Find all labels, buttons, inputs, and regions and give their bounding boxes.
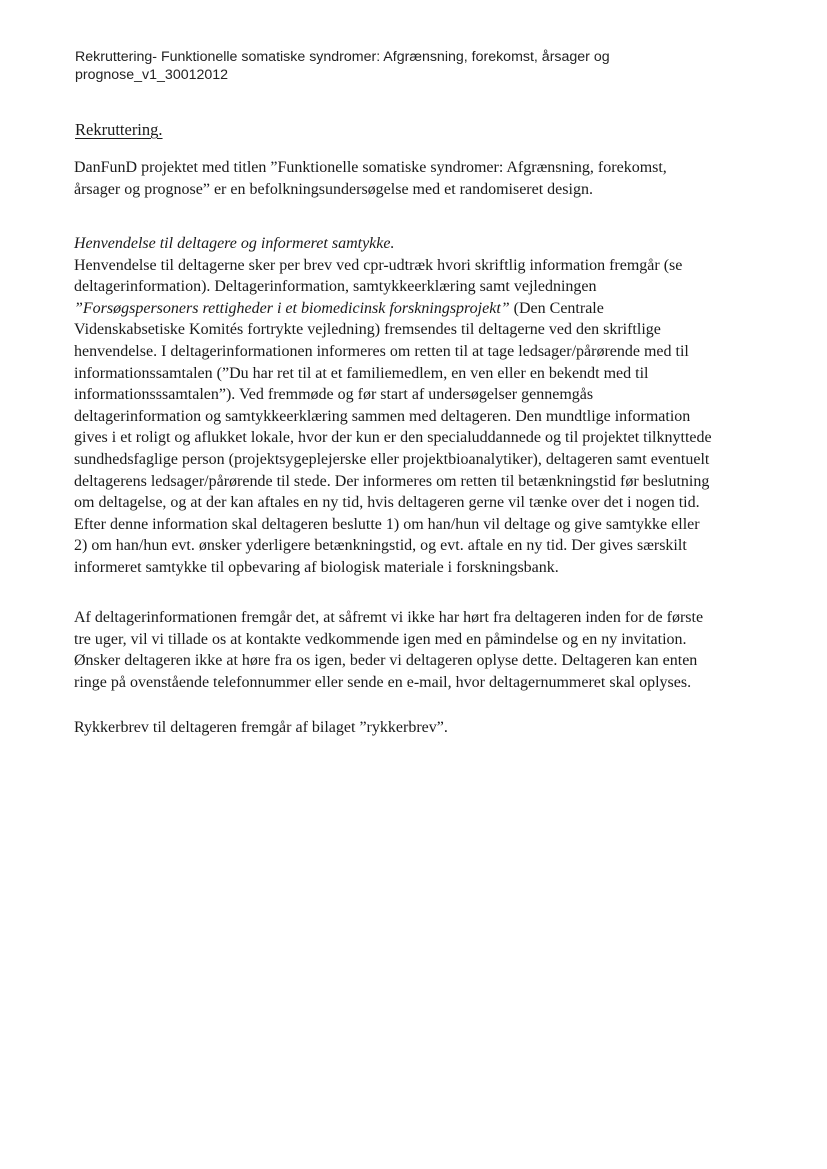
reminder-line-4: ringe på ovenstående telefonnummer eller sende en e-mail, hvor deltagernummeret skal oplyses. xyxy=(74,673,692,691)
header-line-2: prognose_v1_30012012 xyxy=(75,67,229,83)
henvendelse-line-3 xyxy=(74,298,744,320)
henvendelse-section xyxy=(74,233,744,579)
guide-title: ”Forsøgspersoners rettigheder i et biomedicinsk forskningsprojekt” xyxy=(74,299,510,317)
henvendelse-line-4: Videnskabsetiske Komités fortrykte vejledning) fremsendes til deltagerne ved den skriftlige xyxy=(74,321,661,339)
henvendelse-line-14: 2) om han/hun evt. ønsker yderligere betænkningstid, og evt. aftale en ny tid. Der gives særskilt xyxy=(74,537,687,555)
henvendelse-line-15: informeret samtykke til opbevaring af biologisk materiale i forskningsbank. xyxy=(74,558,559,576)
henvendelse-line-6: informationssamtalen (”Du har ret til at et familiemedlem, en ven eller en bekendt med til xyxy=(74,364,649,382)
henvendelse-line-1: Henvendelse til deltagerne sker per brev ved cpr-udtræk hvori skriftlig information fremgår (se xyxy=(74,256,683,274)
intro-line-2: årsager og prognose” er en befolkningsundersøgelse med et randomiseret design. xyxy=(74,180,593,198)
intro-line-1: DanFunD projektet med titlen ”Funktionelle somatiske syndromer: Afgrænsning, forekomst, xyxy=(74,159,667,176)
henvendelse-line-10: sundhedsfaglige person (projektsygeplejerske eller projektbioanalytiker), deltageren samt eventuelt xyxy=(74,450,710,468)
henvendelse-line-2: deltagerinformation). Deltagerinformation, samtykkeerklæring samt vejledningen xyxy=(74,278,597,296)
rykkerbrev-paragraph xyxy=(74,717,744,739)
henvendelse-line-5: henvendelse. I deltagerinformationen informeres om retten til at tage ledsager/pårørende med til xyxy=(74,342,689,360)
henvendelse-line-11: deltagerens ledsager/pårørende til stede. Der informeres om retten til betænkningstid før beslutning xyxy=(74,472,710,490)
rykkerbrev-line: Rykkerbrev til deltageren fremgår af bilaget ”rykkerbrev”. xyxy=(74,719,448,736)
reminder-paragraph xyxy=(74,607,744,693)
header-line-1: Rekruttering- Funktionelle somatiske syndromer: Afgrænsning, forekomst, årsager og xyxy=(75,49,610,65)
reminder-line-1: Af deltagerinformationen fremgår det, at såfremt vi ikke har hørt fra deltageren inden for de første xyxy=(74,609,704,626)
henvendelse-line-9: gives i et roligt og aflukket lokale, hvor der kun er den specialuddannede og til projektet tilknyttede xyxy=(74,429,712,447)
henvendelse-line-12: om deltagelse, og at der kan aftales en ny tid, hvis deltageren gerne vil tænke over det i nogen tid. xyxy=(74,494,700,512)
document-header xyxy=(75,48,715,84)
section-title: Rekruttering. xyxy=(75,120,163,139)
henvendelse-line-13: Efter denne information skal deltageren beslutte 1) om han/hun vil deltage og give samtykke eller xyxy=(74,515,700,533)
henvendelse-heading: Henvendelse til deltagere og informeret samtykke. xyxy=(74,235,395,252)
reminder-line-2: tre uger, vil vi tillade os at kontakte vedkommende igen med en påmindelse og en ny invitation. xyxy=(74,630,687,648)
henvendelse-line-7: informationsssamtalen”). Ved fremmøde og før start af undersøgelser gennemgås xyxy=(74,386,594,404)
reminder-line-3: Ønsker deltageren ikke at høre fra os igen, beder vi deltageren oplyse dette. Deltageren kan enten xyxy=(74,652,698,670)
henvendelse-line-8: deltagerinformation og samtykkeerklæring sammen med deltageren. Den mundtlige information xyxy=(74,407,691,425)
intro-paragraph xyxy=(74,157,744,200)
henvendelse-line-3-rest: (Den Centrale xyxy=(509,299,604,317)
